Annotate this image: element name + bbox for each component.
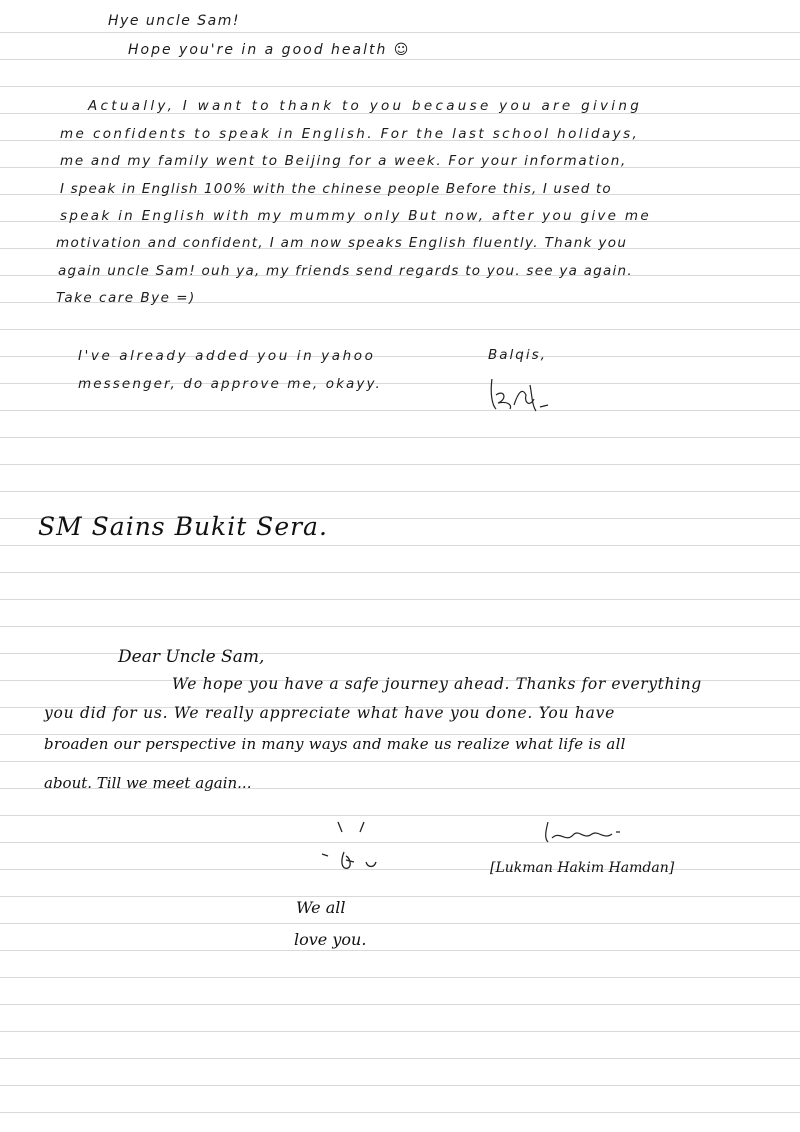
letter1-body-line-2: me confidents to speak in English. For the last school holidays, [60, 126, 640, 142]
letter1-ps-line-2: messenger, do approve me, okayy. [78, 376, 382, 392]
letter1-greeting: Hye uncle Sam! [108, 13, 240, 29]
letter2-body-line-1: We hope you have a safe journey ahead. Thanks for everything [172, 675, 702, 693]
letter2-body-line-2: you did for us. We really appreciate what have you done. You have [44, 704, 616, 722]
letter1-body-line-7: again uncle Sam! ouh ya, my friends send regards to you. see ya again. [58, 263, 633, 279]
letter2-greeting: Dear Uncle Sam, [118, 647, 265, 667]
letter2-closing-line-1: We all [296, 898, 346, 917]
handdrawn-face-doodle [318, 818, 388, 878]
letter1-body-line-5: speak in English with my mummy only But now, after you give me [60, 208, 651, 224]
letter1-ps-line-1: I've already added you in yahoo [78, 348, 376, 364]
letter1-body-line-4: I speak in English 100% with the chinese people Before this, I used to [60, 181, 612, 197]
letter2-body-line-3: broaden our perspective in many ways and make us realize what life is all [44, 735, 626, 753]
school-title: SM Sains Bukit Sera. [38, 512, 328, 541]
letter1-body-line-8: Take care Bye =) [56, 290, 196, 306]
letter1-body-line-1: Actually, I want to thank to you because you are giving [88, 98, 643, 114]
letter1-handwritten-signature [486, 375, 556, 415]
letter2-body-line-4: about. Till we meet again... [44, 774, 252, 792]
letter1-body-line-3: me and my family went to Beijing for a week. For your information, [60, 153, 628, 169]
letter2-signature-name: [Lukman Hakim Hamdan] [490, 860, 675, 876]
letter2-handwritten-signature [540, 818, 630, 848]
letter2-closing-line-2: love you. [294, 930, 367, 949]
letter1-wish: Hope you're in a good health ☺ [128, 42, 411, 58]
letter1-signature-name: Balqis, [488, 347, 547, 363]
letter1-body-line-6: motivation and confident, I am now speaks English fluently. Thank you [56, 235, 628, 251]
